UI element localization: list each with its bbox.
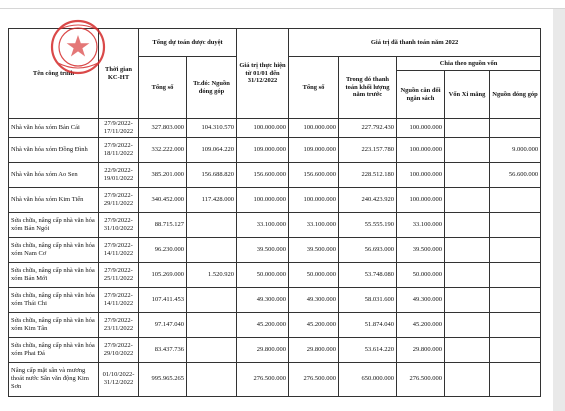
cell-total: 385.201.000 — [139, 162, 187, 187]
cell-contribution: 1.520.920 — [187, 262, 237, 287]
cell-contribution — [187, 337, 237, 362]
cell-contribution — [187, 312, 237, 337]
table-row — [9, 162, 541, 187]
cell-contribution: 104.310.570 — [187, 119, 237, 138]
cell-cement — [445, 287, 490, 312]
cell-name: Sửa chữa, nâng cấp nhà văn hóa xóm Bản Mới — [9, 262, 99, 287]
cell-paid-total: 100.000.000 — [289, 119, 339, 138]
cell-paid-prev: 53.614.220 — [339, 337, 397, 362]
cell-cement — [445, 187, 490, 212]
cell-paid-prev: 228.512.180 — [339, 162, 397, 187]
cell-value-done: 50.000.000 — [237, 262, 289, 287]
cell-value-done: 49.300.000 — [237, 287, 289, 312]
cell-name: Nhà văn hóa xóm Bản Cái — [9, 119, 99, 138]
table-row — [9, 212, 541, 237]
table-row — [9, 337, 541, 362]
col-header-name: Tên công trình — [9, 29, 99, 119]
cell-cement — [445, 162, 490, 187]
cell-contribution — [187, 362, 237, 396]
cell-budget: 49.300.000 — [397, 287, 445, 312]
cell-budget: 100.000.000 — [397, 137, 445, 162]
cell-total: 995.965.265 — [139, 362, 187, 396]
cell-total: 97.147.040 — [139, 312, 187, 337]
cell-total: 340.452.000 — [139, 187, 187, 212]
col-header-cement: Vốn Xi măng — [445, 71, 490, 119]
cell-donation — [490, 362, 541, 396]
cell-time: 27/9/2022-18/11/2022 — [99, 137, 139, 162]
col-header-paid-prev: Trong đó thanh toán khối lượng năm trước — [339, 57, 397, 119]
table-row — [9, 262, 541, 287]
cell-cement — [445, 312, 490, 337]
cell-total: 88.715.127 — [139, 212, 187, 237]
cell-budget: 100.000.000 — [397, 162, 445, 187]
cell-time: 27/9/2022-29/11/2022 — [99, 187, 139, 212]
cell-paid-total: 45.200.000 — [289, 312, 339, 337]
cell-donation — [490, 337, 541, 362]
cell-paid-prev: 55.555.190 — [339, 212, 397, 237]
payment-table — [8, 28, 541, 397]
cell-budget: 100.000.000 — [397, 187, 445, 212]
cell-paid-total: 109.000.000 — [289, 137, 339, 162]
viewer-top-bar — [0, 0, 565, 9]
cell-time: 27/9/2022-14/11/2022 — [99, 287, 139, 312]
cell-name: Sửa chữa, nâng cấp nhà văn hóa xóm Kim Tân — [9, 312, 99, 337]
cell-name: Sửa chữa, nâng cấp nhà văn hóa xóm Nam Cơ — [9, 237, 99, 262]
cell-value-done: 100.000.000 — [237, 119, 289, 138]
cell-total: 105.269.000 — [139, 262, 187, 287]
cell-paid-total: 29.800.000 — [289, 337, 339, 362]
cell-name: Nâng cấp mặt sân và mương thoát nước Sân văn động Kim Sơn — [9, 362, 99, 396]
cell-donation — [490, 287, 541, 312]
cell-contribution — [187, 212, 237, 237]
cell-paid-prev: 227.792.430 — [339, 119, 397, 138]
table-row — [9, 312, 541, 337]
table-row — [9, 287, 541, 312]
cell-paid-prev: 223.157.780 — [339, 137, 397, 162]
cell-paid-prev: 56.693.000 — [339, 237, 397, 262]
col-header-paid-total: Tổng số — [289, 57, 339, 119]
cell-name: Nhà văn hóa xóm Đồng Đình — [9, 137, 99, 162]
cell-time: 22/9/2022-19/01/2022 — [99, 162, 139, 187]
col-header-approved-estimate: Tổng dự toán được duyệt — [139, 29, 237, 57]
cell-name: Sửa chữa, nâng cấp nhà văn hóa xóm Bản Ngói — [9, 212, 99, 237]
cell-paid-total: 156.600.000 — [289, 162, 339, 187]
cell-cement — [445, 119, 490, 138]
table-row — [9, 119, 541, 138]
table-row — [9, 362, 541, 396]
cell-contribution: 117.428.000 — [187, 187, 237, 212]
cell-donation: 9.000.000 — [490, 137, 541, 162]
cell-paid-prev: 58.031.600 — [339, 287, 397, 312]
cell-paid-total: 39.500.000 — [289, 237, 339, 262]
cell-paid-total: 100.000.000 — [289, 187, 339, 212]
cell-cement — [445, 137, 490, 162]
cell-paid-total: 33.100.000 — [289, 212, 339, 237]
cell-cement — [445, 212, 490, 237]
official-seal-icon — [50, 19, 106, 75]
cell-value-done: 45.200.000 — [237, 312, 289, 337]
cell-time: 27/9/2022-29/10/2022 — [99, 337, 139, 362]
table-body — [9, 119, 541, 397]
col-header-by-source: Chia theo nguồn vốn — [397, 57, 541, 71]
cell-donation — [490, 212, 541, 237]
col-header-budget: Nguồn cân đối ngân sách — [397, 71, 445, 119]
cell-paid-total: 49.300.000 — [289, 287, 339, 312]
cell-paid-total: 50.000.000 — [289, 262, 339, 287]
cell-total: 107.411.453 — [139, 287, 187, 312]
cell-total: 327.803.000 — [139, 119, 187, 138]
cell-budget: 33.100.000 — [397, 212, 445, 237]
cell-paid-prev: 51.874.040 — [339, 312, 397, 337]
cell-budget: 45.200.000 — [397, 312, 445, 337]
cell-budget: 50.000.000 — [397, 262, 445, 287]
cell-time: 27/9/2022-31/10/2022 — [99, 212, 139, 237]
cell-name: Sửa chữa, nâng cấp nhà văn hóa xóm Thái Chi — [9, 287, 99, 312]
cell-total: 83.437.736 — [139, 337, 187, 362]
cell-donation — [490, 262, 541, 287]
cell-paid-total: 276.500.000 — [289, 362, 339, 396]
col-header-value-paid: Giá trị đã thanh toán năm 2022 — [289, 29, 541, 57]
cell-cement — [445, 362, 490, 396]
cell-donation — [490, 237, 541, 262]
cell-value-done: 156.600.000 — [237, 162, 289, 187]
cell-cement — [445, 262, 490, 287]
cell-paid-prev: 53.748.080 — [339, 262, 397, 287]
cell-donation — [490, 119, 541, 138]
cell-paid-prev: 240.423.920 — [339, 187, 397, 212]
cell-cement — [445, 337, 490, 362]
cell-time: 27/9/2022-25/11/2022 — [99, 262, 139, 287]
cell-time: 27/9/2022-23/11/2022 — [99, 312, 139, 337]
viewer-scroll-gutter[interactable] — [553, 9, 565, 411]
col-header-contribution: Tr.đó: Nguồn đóng góp — [187, 57, 237, 119]
cell-value-done: 29.800.000 — [237, 337, 289, 362]
cell-name: Sửa chữa, nâng cấp nhà văn hóa xóm Phai Đá — [9, 337, 99, 362]
cell-total: 332.222.000 — [139, 137, 187, 162]
cell-contribution — [187, 287, 237, 312]
col-header-donation: Nguồn đóng góp — [490, 71, 541, 119]
col-header-time: Thời gian KC-HT — [99, 29, 139, 119]
col-header-value-done: Giá trị thực hiện từ 01/01 đến 31/12/2022 — [237, 29, 289, 119]
cell-value-done: 33.100.000 — [237, 212, 289, 237]
cell-value-done: 276.500.000 — [237, 362, 289, 396]
cell-total: 96.230.000 — [139, 237, 187, 262]
cell-donation: 56.600.000 — [490, 162, 541, 187]
col-header-total: Tổng số — [139, 57, 187, 119]
cell-budget: 276.500.000 — [397, 362, 445, 396]
cell-budget: 29.800.000 — [397, 337, 445, 362]
cell-time: 27/9/2022-17/11/2022 — [99, 119, 139, 138]
cell-contribution — [187, 237, 237, 262]
table-row — [9, 137, 541, 162]
cell-value-done: 39.500.000 — [237, 237, 289, 262]
cell-contribution: 156.688.820 — [187, 162, 237, 187]
cell-budget: 100.000.000 — [397, 119, 445, 138]
cell-donation — [490, 312, 541, 337]
cell-time: 27/9/2022-14/11/2022 — [99, 237, 139, 262]
cell-contribution: 109.064.220 — [187, 137, 237, 162]
cell-paid-prev: 650.000.000 — [339, 362, 397, 396]
cell-budget: 39.500.000 — [397, 237, 445, 262]
table-row — [9, 237, 541, 262]
cell-donation — [490, 187, 541, 212]
table-row — [9, 187, 541, 212]
cell-value-done: 109.000.000 — [237, 137, 289, 162]
cell-time: 01/10/2022-31/12/2022 — [99, 362, 139, 396]
cell-cement — [445, 237, 490, 262]
cell-value-done: 100.000.000 — [237, 187, 289, 212]
cell-name: Nhà văn hóa xóm Ao Sen — [9, 162, 99, 187]
cell-name: Nhà văn hóa xóm Kim Tiến — [9, 187, 99, 212]
